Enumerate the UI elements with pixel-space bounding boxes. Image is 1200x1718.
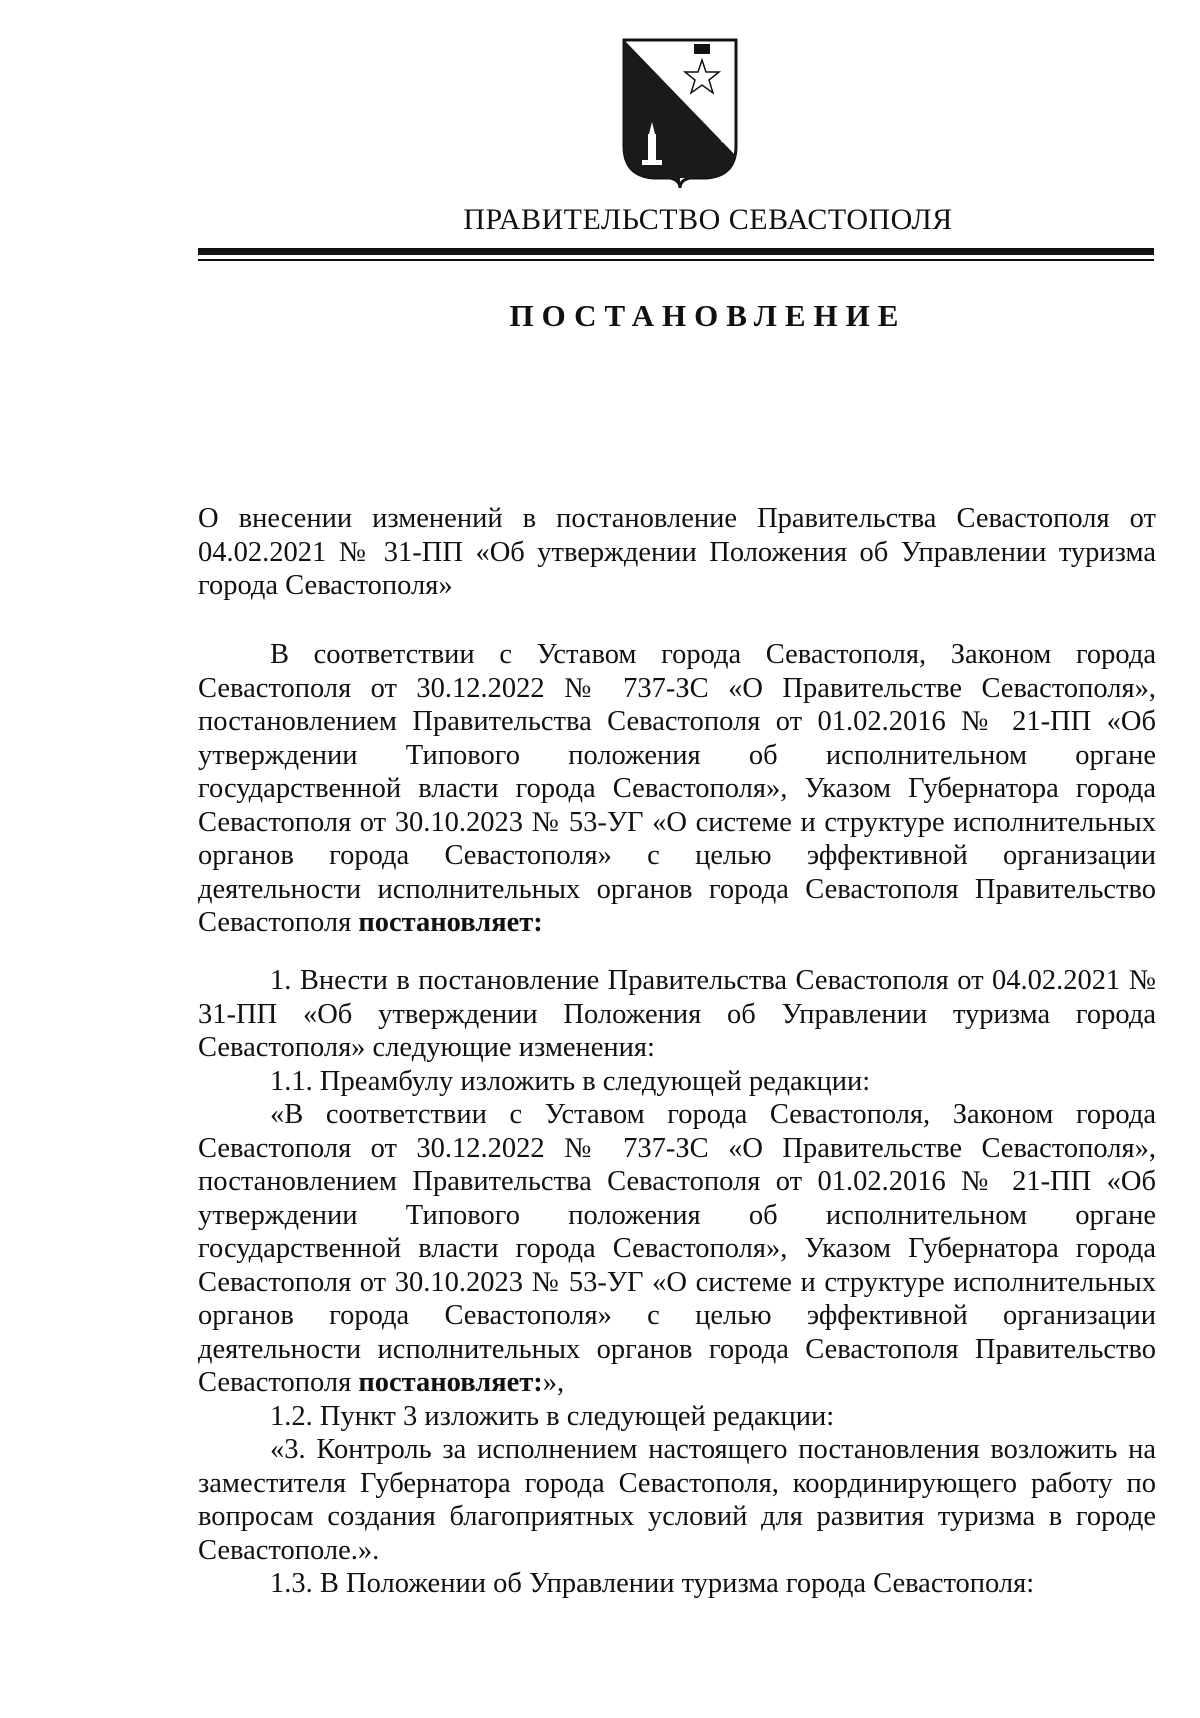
legal-basis-body: В соответствии с Уставом города Севастополя, Законом города Севастополя от 30.12.2022 № 737-ЗС «О Правительстве Севастополя», постановлением Правительства Севастополя от 01.02.2016 № 21-ПП «Об утверждении Типового положения об исполнительном органе государственной власти города Севастополя», Указом Губернатора города Севастополя от 30.10.2023 № 53-УГ «О системе и структуре исполнительных органов города Севастополя» с целью эффективной организации деятельности исполнительных органов города Севастополя Правительство Севастополя [198, 639, 1156, 938]
order-item-1: 1. Внести в постановление Правительства Севастополя от 04.02.2021 № 31-ПП «Об утверждении Положения об Управлении туризма города Севастополя» следующие изменения: [198, 965, 1156, 1063]
order-item-1-3: 1.3. В Положении об Управлении туризма города Севастополя: [270, 1568, 1035, 1599]
quote-end: », [542, 1367, 565, 1398]
sevastopol-coat-of-arms-emblem [614, 38, 746, 188]
legal-basis-text [198, 638, 1156, 940]
document-type-heading: ПОСТАНОВЛЕНИЕ [509, 298, 907, 333]
header-rule-thick [198, 248, 1154, 255]
order-item-1-2: 1.2. Пункт 3 изложить в следующей редакции: [270, 1400, 835, 1432]
order-item-1-2-quote: «3. Контроль за исполнением настоящего постановления возложить на заместителя Губернатора города Севастополя, координирующего работу по вопросам создания благоприятных условий для развития туризма в городе Севастополе.». [198, 1434, 1156, 1566]
document-title [198, 502, 1156, 603]
decree-word: постановляет: [358, 907, 543, 938]
header-rule-thin [198, 259, 1154, 261]
order-item-1-1: 1.1. Преамбулу изложить в следующей редакции: [270, 1065, 871, 1097]
legal-basis-paragraph [198, 638, 1156, 940]
document-title-text: О внесении изменений в постановление Правительства Севастополя от 04.02.2021 № 31-ПП «Об утверждении Положения об Управлении туризма города Севастополя» [198, 503, 1156, 601]
orders-section [198, 964, 1156, 1601]
organization-name: ПРАВИТЕЛЬСТВО СЕВАСТОПОЛЯ [463, 203, 953, 236]
order-item-1-1-quote [198, 1098, 1156, 1400]
quote-decree-word: постановляет: [358, 1367, 543, 1398]
quote-body: «В соответствии с Уставом города Севастополя, Законом города Севастополя от 30.12.2022 № 737-ЗС «О Правительстве Севастополя», постановлением Правительства Севастополя от 01.02.2016 № 21-ПП «Об утверждении Типового положения об исполнительном органе государственной власти города Севастополя», Указом Губернатора города Севастополя от 30.10.2023 № 53-УГ «О системе и структуре исполнительных органов города Севастополя» с целью эффективной организации деятельности исполнительных органов города Севастополя Правительство Севастополя [198, 1099, 1156, 1398]
